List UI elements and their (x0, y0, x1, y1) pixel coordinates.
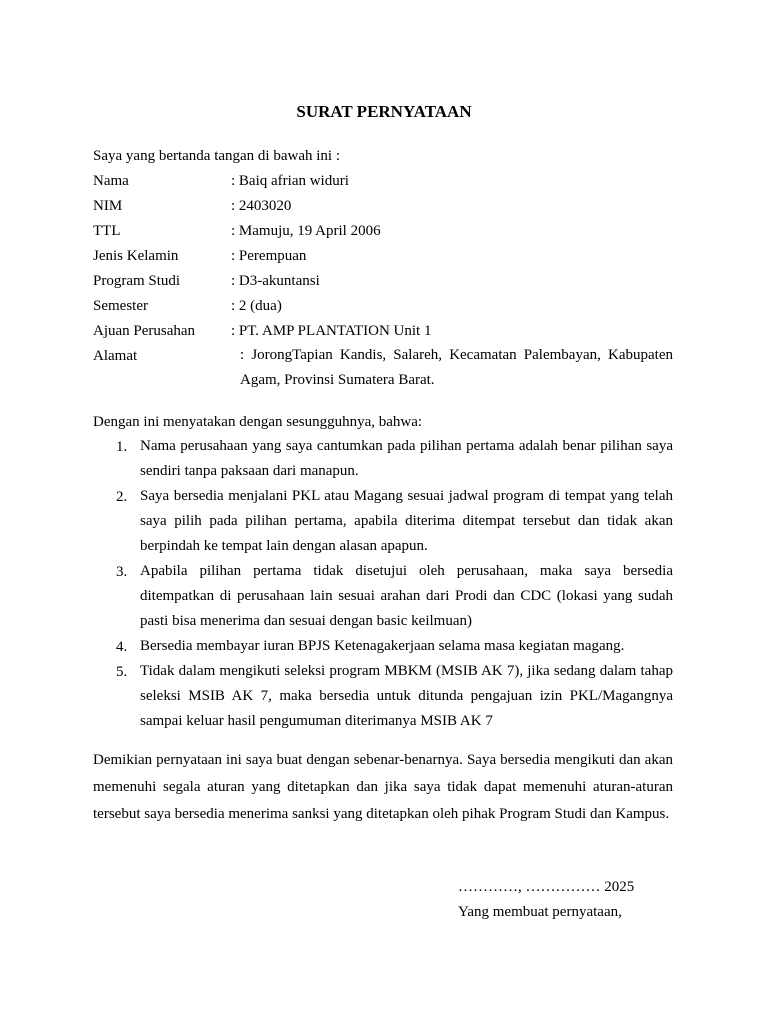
intro-text: Saya yang bertanda tangan di bawah ini : (93, 148, 341, 164)
signature-signer-line: Yang membuat pernyataan, (458, 904, 622, 920)
list-item-number-4: 4. (116, 639, 128, 655)
list-item-number-3: 3. (116, 564, 128, 580)
list-item-text-5: Tidak dalam mengikuti seleksi program MBKM (MSIB AK 7), jika sedang dalam tahap seleksi MSIB AK 7, maka bersedia untuk ditunda pengajuan izin PKL/Magangnya sampai keluar hasil pengumuman diterimanya MSIB AK 7 (140, 663, 673, 729)
list-item-text-3: Apabila pilihan pertama tidak disetujui oleh perusahaan, maka saya bersedia ditempatkan di perusahaan lain sesuai arahan dari Prodi dan CDC (lokasi yang sudah pasti bisa menerima dan sesuai dengan basic keilmuan) (140, 563, 673, 629)
field-label-nim: NIM (93, 198, 123, 214)
field-value-nim: : 2403020 (231, 198, 292, 214)
document-title: SURAT PERNYATAAN (296, 102, 472, 121)
field-value-alamat: : JorongTapian Kandis, Salareh, Kecamatan Palembayan, Kabupaten Agam, Provinsi Sumatera Barat. (240, 347, 673, 388)
field-value-ttl: : Mamuju, 19 April 2006 (231, 223, 381, 239)
closing-paragraph: Demikian pernyataan ini saya buat dengan sebenar-benarnya. Saya bersedia mengikuti dan akan memenuhi segala aturan yang ditetapkan dan jika saya tidak dapat memenuhi aturan-aturan tersebut saya bersedia menerima sanksi yang ditetapkan oleh pihak Program Studi dan Kampus. (93, 752, 673, 822)
field-value-program-studi: : D3-akuntansi (231, 273, 320, 289)
list-item-text-4: Bersedia membayar iuran BPJS Ketenagakerjaan selama masa kegiatan magang. (140, 638, 625, 654)
field-value-jenis-kelamin: : Perempuan (231, 248, 307, 264)
field-label-ajuan-perusahan: Ajuan Perusahan (93, 323, 196, 339)
statement-intro: Dengan ini menyatakan dengan sesungguhnya, bahwa: (93, 414, 423, 430)
list-item-number-5: 5. (116, 664, 128, 680)
list-item-number-1: 1. (116, 439, 128, 455)
field-label-nama: Nama (93, 173, 129, 189)
signature-date-line: …………, …………… 2025 (458, 879, 635, 895)
field-label-semester: Semester (93, 298, 148, 314)
list-item-text-1: Nama perusahaan yang saya cantumkan pada pilihan pertama adalah benar pilihan saya sendiri tanpa paksaan dari manapun. (140, 438, 673, 479)
field-value-semester: : 2 (dua) (231, 298, 282, 314)
list-item-number-2: 2. (116, 489, 128, 505)
field-value-ajuan-perusahan: : PT. AMP PLANTATION Unit 1 (231, 323, 432, 339)
field-label-alamat: Alamat (93, 348, 138, 364)
field-label-ttl: TTL (93, 223, 121, 239)
field-label-program-studi: Program Studi (93, 273, 181, 289)
field-value-nama: : Baiq afrian widuri (231, 173, 349, 189)
list-item-text-2: Saya bersedia menjalani PKL atau Magang sesuai jadwal program di tempat yang telah saya pilih pada pilihan pertama, apabila diterima ditempat tersebut dan tidak akan berpindah ke tempat lain dengan alasan apapun. (140, 488, 673, 554)
field-label-jenis-kelamin: Jenis Kelamin (93, 248, 179, 264)
